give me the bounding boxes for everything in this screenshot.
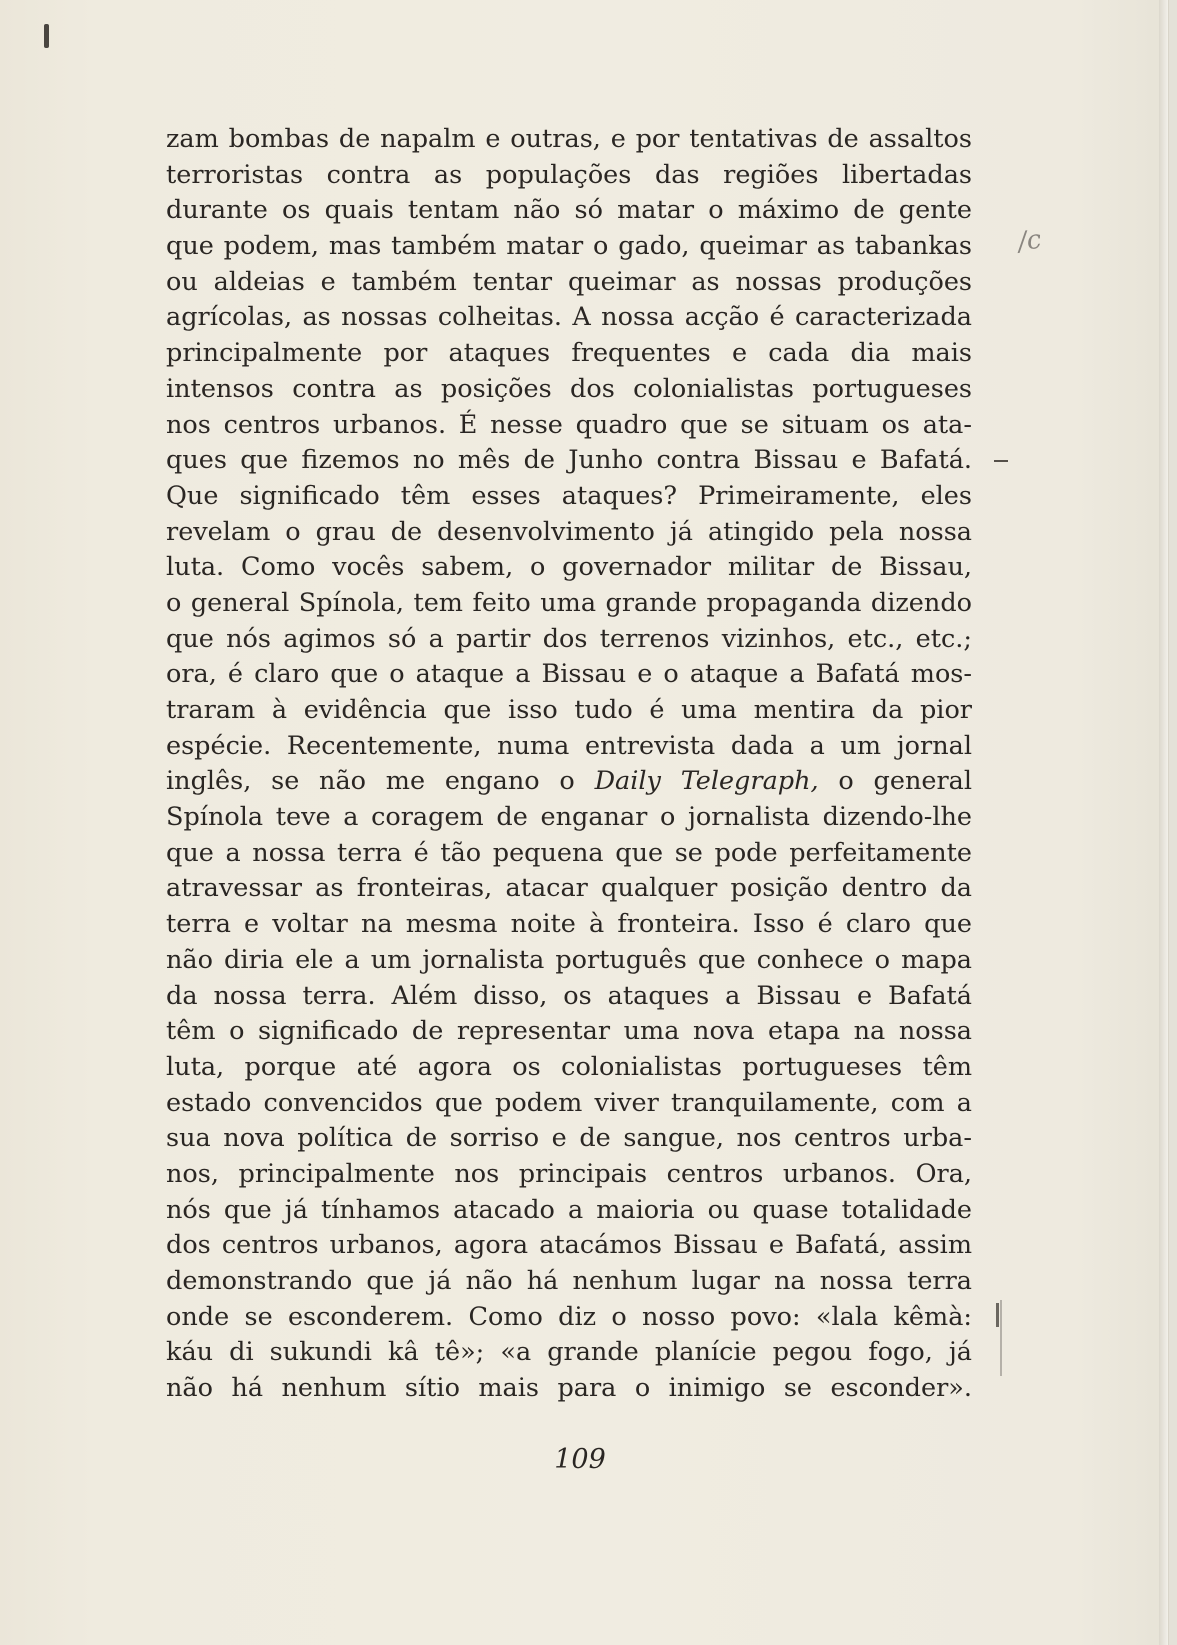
text-line: luta. Como vocês sabem, o governador militar de Bissau, (166, 552, 972, 583)
text-line: principalmente por ataques frequentes e cada dia mais (166, 338, 972, 369)
text-line: dos centros urbanos, agora atacámos Bissau e Bafatá, assim (166, 1230, 972, 1261)
text-segment: o general (838, 766, 973, 797)
text-line: têm o significado de representar uma nova etapa na nossa (166, 1016, 972, 1047)
text-line: terra e voltar na mesma noite à fronteira. Isso é claro que (166, 909, 972, 940)
text-line: durante os quais tentam não só matar o máximo de gente (166, 195, 972, 226)
text-line: que a nossa terra é tão pequena que se pode perfeitamente (166, 837, 972, 868)
text-line: demonstrando que já não há nenhum lugar na nossa terra (166, 1266, 972, 1296)
text-line: ou aldeias e também tentar queimar as nossas produções (166, 266, 972, 297)
text-line: que nós agimos só a partir dos terrenos vizinhos, etc., etc.; (166, 623, 972, 654)
text-segment: inglês, se não me engano o (166, 766, 575, 797)
text-line: ques que fizemos no mês de Junho contra Bissau e Bafatá. (166, 445, 972, 476)
text-line: não há nenhum sítio mais para o inimigo se esconder». (166, 1373, 972, 1404)
text-line: nós que já tínhamos atacado a maioria ou quase totalidade (166, 1194, 972, 1225)
text-line: luta, porque até agora os colonialistas portugueses têm (166, 1051, 972, 1082)
text-line: Spínola teve a coragem de enganar o jornalista dizendo-lhe (166, 802, 972, 833)
body-text (166, 122, 972, 1407)
margin-dash-mark (994, 460, 1008, 462)
ink-mark (44, 24, 49, 48)
newspaper-title: Daily Telegraph, (594, 766, 819, 797)
text-line: ora, é claro que o ataque a Bissau e o ataque a Bafatá mos- (166, 659, 972, 690)
text-line-with-italic (166, 764, 972, 800)
text-line: sua nova política de sorriso e de sangue, nos centros urba- (166, 1123, 972, 1154)
text-line: nos, principalmente nos principais centros urbanos. Ora, (166, 1158, 972, 1189)
text-line: atravessar as fronteiras, atacar qualquer posição dentro da (166, 873, 972, 904)
margin-bracket-mark (996, 1303, 999, 1327)
text-line: que podem, mas também matar o gado, queimar as tabankas (166, 231, 972, 262)
page-edge (1159, 0, 1168, 1645)
margin-bar-mark (1000, 1300, 1002, 1376)
text-line: espécie. Recentemente, numa entrevista dada a um jornal (166, 730, 972, 761)
text-line: não diria ele a um jornalista português que conhece o mapa (166, 944, 972, 975)
handwritten-margin-note: /c (1016, 224, 1044, 258)
text-line: intensos contra as posições dos colonialistas portugueses (166, 373, 972, 404)
page-number: 109 (554, 1444, 606, 1475)
text-line: agrícolas, as nossas colheitas. A nossa acção é caracterizada (166, 302, 972, 333)
text-line: estado convencidos que podem viver tranquilamente, com a (166, 1087, 972, 1118)
text-line: zam bombas de napalm e outras, e por tentativas de assaltos (166, 124, 972, 154)
text-line: káu di sukundi kâ tê»; «a grande planície pegou fogo, já (166, 1337, 972, 1368)
text-line: nos centros urbanos. É nesse quadro que se situam os ata- (166, 409, 972, 440)
text-line: revelam o grau de desenvolvimento já atingido pela nossa (166, 516, 972, 547)
text-line: onde se esconderem. Como diz o nosso povo: «lala kêmà: (166, 1301, 972, 1332)
text-line: traram à evidência que isso tudo é uma mentira da pior (166, 695, 972, 725)
text-line: Que significado têm esses ataques? Primeiramente, eles (166, 480, 972, 511)
text-line: o general Spínola, tem feito uma grande propaganda dizendo (166, 587, 972, 618)
text-line: terroristas contra as populações das regiões libertadas (166, 159, 972, 190)
text-line: da nossa terra. Além disso, os ataques a Bissau e Bafatá (166, 980, 972, 1011)
